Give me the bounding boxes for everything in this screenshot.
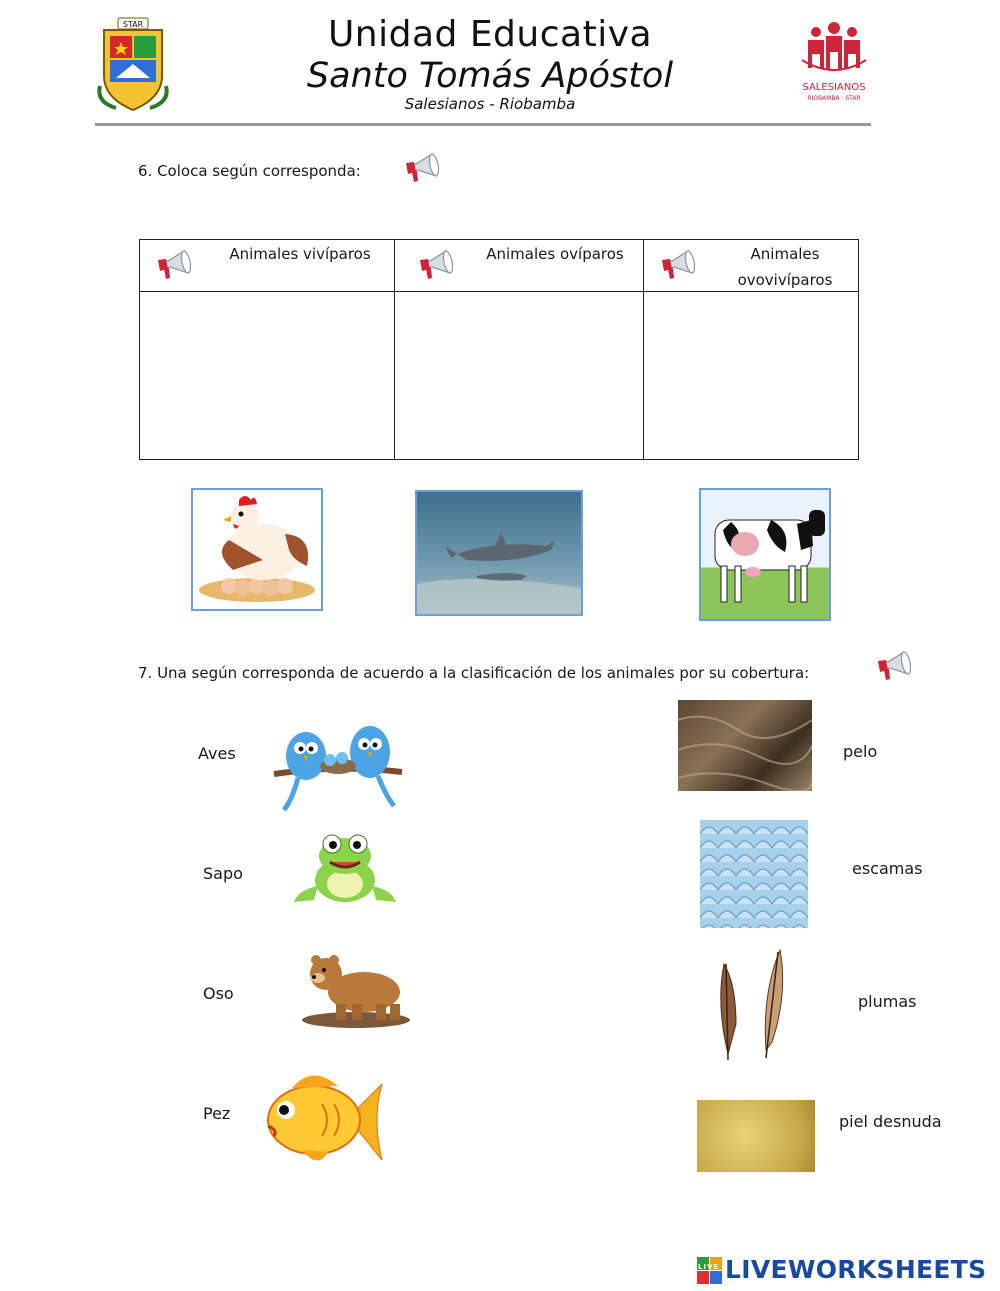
cow-image[interactable] xyxy=(699,488,831,621)
animal-label-aves: Aves xyxy=(198,744,236,763)
hen-image[interactable] xyxy=(191,488,323,611)
feathers-image[interactable] xyxy=(710,944,790,1064)
covering-label-piel-desnuda: piel desnuda xyxy=(839,1112,942,1131)
bare-skin-image[interactable] xyxy=(697,1100,815,1172)
animal-label-sapo: Sapo xyxy=(203,864,243,883)
col3-audio-icon[interactable] xyxy=(658,243,698,283)
q7-audio-icon[interactable] xyxy=(874,644,914,684)
liveworksheets-brand: LIVEWORKSHEETS xyxy=(725,1255,987,1284)
header-title-line2: Santo Tomás Apóstol xyxy=(306,56,674,96)
salesianos-logo xyxy=(796,20,872,104)
frog-image[interactable] xyxy=(290,830,400,912)
covering-label-plumas: plumas xyxy=(858,992,917,1011)
covering-label-pelo: pelo xyxy=(843,742,878,761)
header-divider xyxy=(95,123,871,126)
scales-image[interactable] xyxy=(700,820,808,928)
birds-image[interactable] xyxy=(270,710,406,818)
header-title-line1: Unidad Educativa xyxy=(327,14,653,55)
animal-label-pez: Pez xyxy=(203,1104,231,1123)
liveworksheets-logo[interactable] xyxy=(697,1255,993,1287)
salesianos-logo-subtext: RIOBAMBA · STAR xyxy=(807,95,861,102)
fish-image[interactable] xyxy=(262,1064,386,1172)
q6-audio-icon[interactable] xyxy=(402,146,442,186)
salesianos-logo-text: SALESIANOS xyxy=(802,82,866,93)
col-header-ovoviviparos: Animales ovovivíparos xyxy=(737,245,833,289)
liveworksheets-badge-icon xyxy=(697,1257,723,1285)
col-header-viviparos: Animales vivíparos xyxy=(229,245,371,263)
animal-label-oso: Oso xyxy=(203,984,234,1003)
shark-image[interactable] xyxy=(415,490,583,616)
bear-image[interactable] xyxy=(298,948,412,1030)
q6-prompt: 6. Coloca según corresponda: xyxy=(138,162,361,180)
covering-label-escamas: escamas xyxy=(852,859,923,878)
school-logo xyxy=(96,16,170,116)
drop-zone-oviparos[interactable] xyxy=(395,292,643,459)
col-header-oviparos: Animales ovíparos xyxy=(486,245,624,263)
drop-zone-ovoviviparos[interactable] xyxy=(644,292,858,459)
fur-image[interactable] xyxy=(678,700,812,791)
col2-audio-icon[interactable] xyxy=(416,243,456,283)
header-subtitle: Salesianos - Riobamba xyxy=(404,95,576,113)
school-logo-text: STAR xyxy=(122,20,144,29)
classification-table xyxy=(139,239,859,460)
liveworksheets-badge-text: LIVE xyxy=(698,1263,720,1271)
q7-prompt: 7. Una según corresponda de acuerdo a la clasificación de los animales por su cobertura: xyxy=(138,664,810,682)
col1-audio-icon[interactable] xyxy=(154,243,194,283)
drop-zone-viviparos[interactable] xyxy=(140,292,394,459)
